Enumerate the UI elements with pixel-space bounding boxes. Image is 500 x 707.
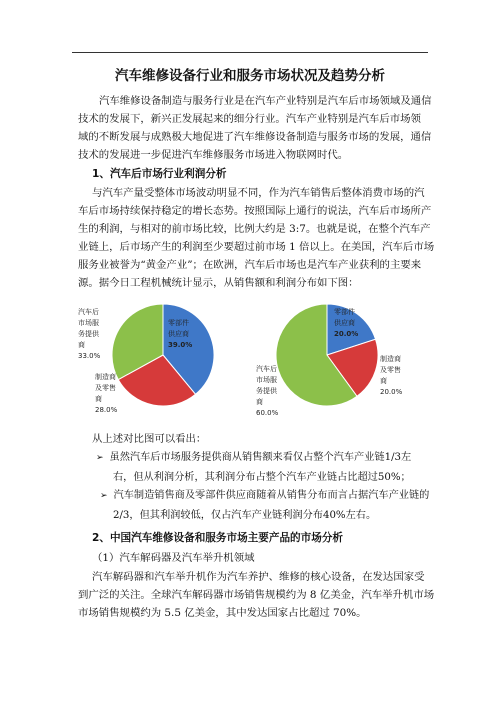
- slice-label-parts-supplier: 零部件: [168, 319, 189, 327]
- intro-paragraph: [78, 92, 432, 164]
- slice-label-manufacturer-retailer: 商: [95, 395, 102, 403]
- arrow-bullet-icon: ➢: [96, 453, 104, 463]
- bullet-line: 右，但从利润分析，其利润分布占整个汽车产业链占比超过50%；: [113, 472, 411, 483]
- slice-label-aftermarket-service: 商: [78, 341, 85, 349]
- intro-line: 汽车维修设备制造与服务行业是在汽车产业特别是汽车后市场领域及通信: [99, 95, 432, 107]
- slice-label-aftermarket-service: 市场服: [78, 319, 99, 327]
- slice-label-aftermarket-service: 60.0%: [256, 409, 279, 417]
- section1-paragraph: [78, 184, 435, 292]
- slice-label-manufacturer-retailer: 制造商: [95, 373, 116, 381]
- slice-label-aftermarket-service: 汽车后: [78, 308, 99, 316]
- section1-line: 与汽车产量受整体市场波动明显不同，作为汽车销售后整体消费市场的汽: [92, 187, 425, 199]
- slice-label-manufacturer-retailer: 28.0%: [95, 406, 118, 414]
- bullet-item: [100, 486, 429, 525]
- slice-label-manufacturer-retailer: 及零售: [95, 384, 116, 392]
- slice-label-manufacturer-retailer: 及零售: [380, 366, 401, 374]
- pie-charts: [0, 298, 500, 428]
- intro-line: 技术的发展下，新兴正发展起来的细分行业。汽车产业特别是汽车后市场领: [78, 113, 421, 125]
- section2-paragraph: [78, 568, 435, 622]
- slice-label-aftermarket-service: 务提供: [256, 387, 277, 395]
- compare-intro: 从上述对比图可以看出：: [92, 433, 207, 445]
- section1-line: 车后市场持续保持稳定的增长态势。按照国际上通行的说法，汽车后市场所产: [78, 205, 432, 217]
- section2-line: 汽车解码器和汽车举升机作为汽车养护、维修的核心设备，在发达国家受: [92, 571, 425, 583]
- bullet-line: 汽车制造销售商及零部件供应商随着从销售分布而言占据汽车产业链的: [113, 490, 430, 501]
- slice-label-aftermarket-service: 市场服: [256, 376, 277, 384]
- section2-subheading: （1）汽车解码器及汽车举升机领域: [92, 552, 255, 564]
- intro-line: 技术的发展进一步促进汽车维修服务市场进入物联网时代。: [78, 149, 349, 161]
- page-title: 汽车维修设备行业和服务市场状况及趋势分析: [115, 68, 385, 84]
- section1-line: 业链上，后市场产生的利润至少要超过前市场 1 倍以上。在美国，汽车后市场: [78, 241, 435, 253]
- slice-label-parts-supplier: 供应商: [334, 319, 355, 327]
- slice-label-parts-supplier: 零部件: [334, 308, 355, 316]
- section1-heading: 1、汽车后市场行业利润分析: [92, 168, 227, 180]
- slice-label-aftermarket-service: 商: [256, 398, 263, 406]
- bullet-line: 虽然汽车后市场服务提供商从销售额来看仅占整个汽车产业链1/3左: [109, 452, 412, 463]
- intro-line: 域的不断发展与成熟极大地促进了汽车维修设备制造与服务市场的发展，通信: [78, 131, 432, 143]
- section1-line: 源。据今日工程机械统计显示，从销售额和利润分布如下图：: [78, 277, 359, 289]
- slice-label-manufacturer-retailer: 商: [380, 377, 387, 385]
- header-rule: [72, 52, 428, 53]
- slice-label-parts-supplier: 供应商: [168, 330, 189, 338]
- slice-label-aftermarket-service: 汽车后: [256, 365, 277, 373]
- section1-line: 服务业被誉为“黄金产业”；在欧洲，汽车后市场也是汽车产业获利的主要来: [78, 259, 422, 271]
- slice-label-parts-supplier: 20.0%: [334, 330, 359, 338]
- slice-label-aftermarket-service: 33.0%: [78, 352, 101, 360]
- arrow-bullet-icon: ➢: [100, 491, 108, 501]
- slice-label-aftermarket-service: 务提供: [78, 330, 99, 338]
- bullet-line: 2/3，但其利润较低，仅占汽车产业链利润分布40%左右。: [113, 510, 377, 521]
- slice-label-manufacturer-retailer: 制造商: [380, 355, 401, 363]
- section2-heading: 2、中国汽车维修设备和服务市场主要产品的市场分析: [92, 532, 344, 544]
- slice-label-manufacturer-retailer: 20.0%: [380, 388, 403, 396]
- section2-line: 市场销售规模约为 5.5 亿美金，其中发达国家占比超过 70%。: [78, 607, 367, 619]
- section2-line: 到广泛的关注。全球汽车解码器市场销售规模约为 8 亿美金，汽车举升机市场: [78, 589, 435, 601]
- bullet-item: [96, 448, 411, 487]
- slice-label-parts-supplier: 39.0%: [168, 341, 193, 349]
- section1-line: 生的利润，与相对的前市场比较，比例大约是 3:7。也就是说，在整个汽车产: [78, 223, 431, 235]
